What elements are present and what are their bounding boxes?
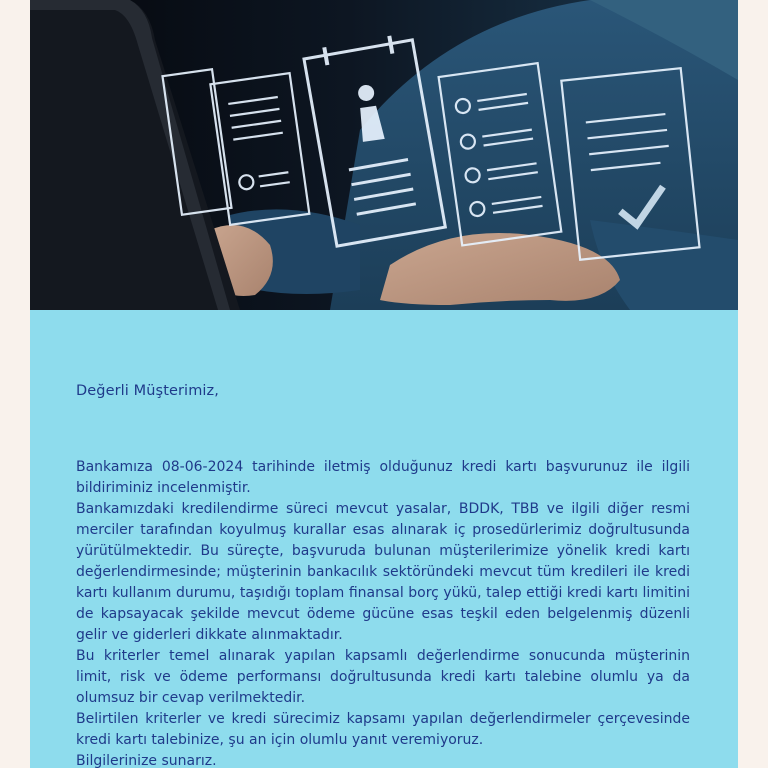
letter-greeting: Değerli Müşterimiz, — [76, 383, 219, 399]
letter-paragraph: Bu kriterler temel alınarak yapılan kapsamlı değerlendirme sonucunda müşterinin limit, risk ve ödeme performansı doğrultusunda kredi kartı talebine olumlu ya da olumsuz bir cevap verilmektedir. — [76, 648, 690, 706]
hero-image — [30, 0, 738, 310]
letter-paragraph: Belirtilen kriterler ve kredi sürecimiz kapsamı yapılan değerlendirmeler çerçevesinde kredi kartı talebinize, şu an için olumlu yanıt veremiyoruz. — [76, 711, 690, 748]
letter-paragraph: Bilgilerinize sunarız. — [76, 753, 217, 768]
letter-paragraph: Bankamızdaki kredilendirme süreci mevcut yasalar, BDDK, TBB ve ilgili diğer resmi merciler tarafından koyulmuş kurallar esas alınarak iç prosedürlerimiz doğrultusunda yürütülmektedir. Bu süreçte, başvuruda bulunan müşterilerimize yönelik kredi kartı değerlendirmesinde; müşterinin bankacılık sektöründeki mevcut tüm kredileri ile kredi kartı kullanım durumu, taşıdığı toplam finansal borç yükü, talep ettiği kredi kartı limitini de kapsayacak şekilde mevcut ödeme gücüne esas teşkil eden belgelenmiş düzenli gelir ve giderleri dikkate alınmaktadır. — [76, 501, 690, 643]
letter-body — [76, 457, 690, 768]
letter-paragraph: Bankamıza 08-06-2024 tarihinde iletmiş olduğunuz kredi kartı başvurunuz ile ilgili bildiriminiz incelenmiştir. — [76, 459, 690, 496]
letter-panel — [30, 310, 738, 768]
